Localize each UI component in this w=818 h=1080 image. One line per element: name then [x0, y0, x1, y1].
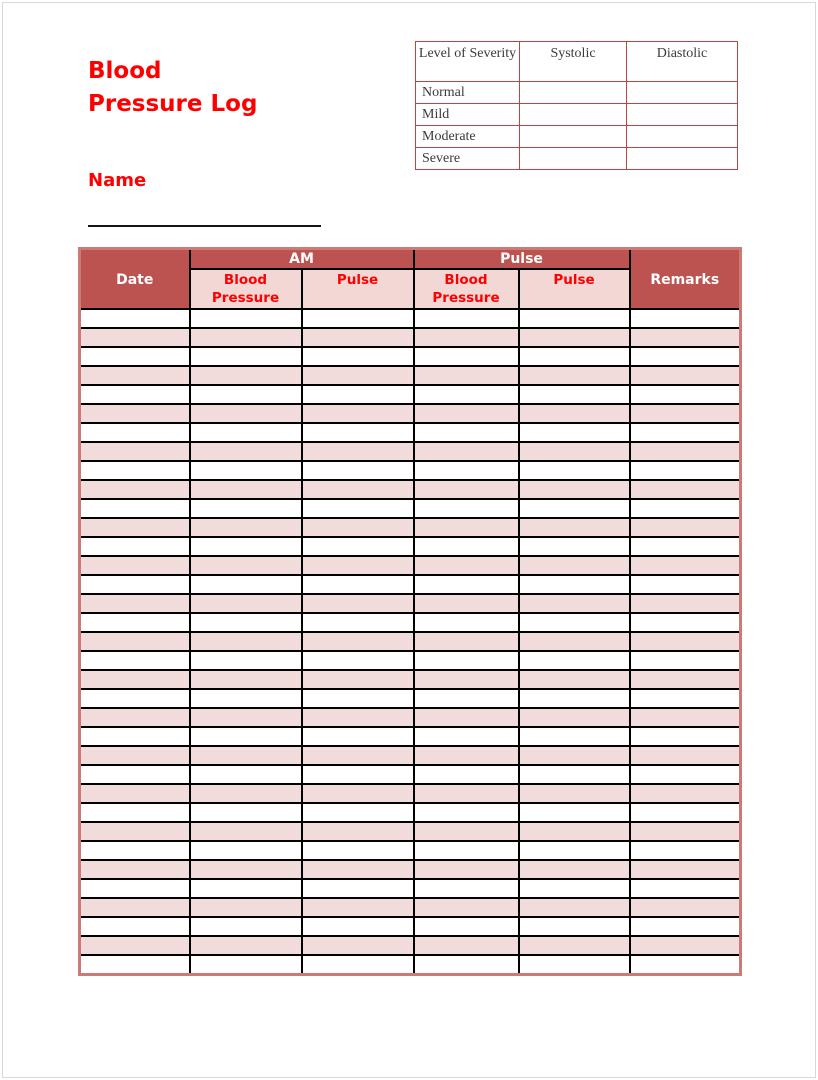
log-cell-am-blood-pressure [190, 708, 302, 727]
log-cell-date [80, 328, 190, 347]
log-cell-pm-blood-pressure [414, 746, 519, 765]
log-cell-pm-blood-pressure [414, 898, 519, 917]
log-row [80, 613, 741, 632]
log-cell-pm-pulse [519, 860, 630, 879]
log-cell-am-blood-pressure [190, 366, 302, 385]
log-cell-remarks [630, 613, 741, 632]
log-cell-date [80, 442, 190, 461]
log-cell-remarks [630, 309, 741, 328]
log-cell-pm-blood-pressure [414, 955, 519, 974]
log-cell-am-pulse [302, 651, 414, 670]
log-row [80, 765, 741, 784]
log-cell-pm-pulse [519, 575, 630, 594]
log-cell-pm-blood-pressure [414, 537, 519, 556]
log-cell-am-blood-pressure [190, 575, 302, 594]
log-cell-am-pulse [302, 727, 414, 746]
log-cell-am-pulse [302, 518, 414, 537]
log-cell-remarks [630, 898, 741, 917]
log-cell-pm-pulse [519, 917, 630, 936]
severity-row [416, 104, 738, 126]
log-cell-pm-blood-pressure [414, 879, 519, 898]
log-cell-remarks [630, 366, 741, 385]
log-header-pulse-group: Pulse [414, 249, 630, 270]
log-cell-remarks [630, 689, 741, 708]
severity-diastolic-cell [627, 126, 738, 148]
log-cell-date [80, 518, 190, 537]
log-cell-remarks [630, 727, 741, 746]
log-cell-pm-pulse [519, 461, 630, 480]
log-cell-date [80, 879, 190, 898]
log-cell-am-blood-pressure [190, 917, 302, 936]
log-cell-am-pulse [302, 917, 414, 936]
form-title [88, 55, 257, 121]
log-subheader-pm-blood-pressure: Blood Pressure [414, 269, 519, 309]
log-cell-pm-pulse [519, 936, 630, 955]
log-cell-am-blood-pressure [190, 518, 302, 537]
log-cell-remarks [630, 917, 741, 936]
log-cell-pm-blood-pressure [414, 461, 519, 480]
log-cell-pm-pulse [519, 841, 630, 860]
log-cell-date [80, 784, 190, 803]
log-cell-am-blood-pressure [190, 632, 302, 651]
severity-diastolic-cell [627, 148, 738, 170]
log-cell-pm-blood-pressure [414, 841, 519, 860]
log-cell-pm-blood-pressure [414, 442, 519, 461]
severity-header-systolic: Systolic [520, 42, 627, 82]
log-cell-date [80, 366, 190, 385]
log-cell-am-blood-pressure [190, 879, 302, 898]
log-cell-am-pulse [302, 670, 414, 689]
log-cell-am-pulse [302, 765, 414, 784]
form-title-line2: Pressure Log [88, 91, 258, 117]
severity-level-cell: Mild [416, 104, 520, 126]
log-cell-date [80, 898, 190, 917]
log-cell-remarks [630, 784, 741, 803]
log-cell-am-blood-pressure [190, 651, 302, 670]
log-cell-pm-pulse [519, 594, 630, 613]
log-cell-remarks [630, 347, 741, 366]
log-cell-date [80, 689, 190, 708]
severity-header-level: Level of Severity [416, 42, 520, 82]
log-cell-pm-blood-pressure [414, 651, 519, 670]
log-cell-date [80, 404, 190, 423]
severity-diastolic-cell [627, 104, 738, 126]
log-header-group-row [80, 249, 741, 270]
log-cell-am-blood-pressure [190, 841, 302, 860]
log-cell-pm-pulse [519, 499, 630, 518]
log-cell-am-pulse [302, 594, 414, 613]
log-cell-remarks [630, 556, 741, 575]
log-cell-remarks [630, 651, 741, 670]
log-cell-remarks [630, 765, 741, 784]
log-cell-pm-blood-pressure [414, 518, 519, 537]
log-cell-am-blood-pressure [190, 594, 302, 613]
log-cell-pm-blood-pressure [414, 727, 519, 746]
severity-diastolic-cell [627, 82, 738, 104]
log-cell-am-pulse [302, 841, 414, 860]
log-row [80, 727, 741, 746]
log-cell-pm-pulse [519, 366, 630, 385]
log-row [80, 537, 741, 556]
log-row [80, 803, 741, 822]
log-cell-date [80, 822, 190, 841]
log-row [80, 328, 741, 347]
log-cell-pm-blood-pressure [414, 480, 519, 499]
log-cell-am-blood-pressure [190, 423, 302, 442]
log-cell-date [80, 955, 190, 974]
log-cell-am-blood-pressure [190, 537, 302, 556]
name-underline [88, 213, 321, 227]
log-cell-date [80, 537, 190, 556]
log-cell-pm-blood-pressure [414, 670, 519, 689]
severity-table [415, 41, 738, 170]
log-cell-am-pulse [302, 746, 414, 765]
log-cell-am-pulse [302, 784, 414, 803]
log-cell-am-pulse [302, 613, 414, 632]
log-row [80, 708, 741, 727]
severity-header-diastolic: Diastolic [627, 42, 738, 82]
log-cell-pm-blood-pressure [414, 803, 519, 822]
log-cell-am-pulse [302, 708, 414, 727]
log-cell-date [80, 727, 190, 746]
log-row [80, 784, 741, 803]
log-row [80, 917, 741, 936]
log-cell-pm-pulse [519, 556, 630, 575]
log-cell-date [80, 423, 190, 442]
log-cell-pm-blood-pressure [414, 499, 519, 518]
log-cell-date [80, 803, 190, 822]
log-cell-remarks [630, 518, 741, 537]
log-cell-remarks [630, 461, 741, 480]
log-cell-am-blood-pressure [190, 955, 302, 974]
log-row [80, 575, 741, 594]
log-row [80, 309, 741, 328]
log-row [80, 499, 741, 518]
log-cell-am-blood-pressure [190, 309, 302, 328]
log-cell-remarks [630, 575, 741, 594]
log-cell-am-blood-pressure [190, 803, 302, 822]
log-cell-date [80, 594, 190, 613]
log-cell-pm-pulse [519, 309, 630, 328]
log-row [80, 461, 741, 480]
log-row [80, 556, 741, 575]
log-cell-pm-pulse [519, 404, 630, 423]
log-row [80, 442, 741, 461]
severity-systolic-cell [520, 104, 627, 126]
log-cell-pm-pulse [519, 746, 630, 765]
severity-row [416, 82, 738, 104]
log-cell-date [80, 708, 190, 727]
log-cell-am-blood-pressure [190, 613, 302, 632]
log-row [80, 423, 741, 442]
log-cell-pm-blood-pressure [414, 822, 519, 841]
log-cell-date [80, 613, 190, 632]
log-row [80, 385, 741, 404]
log-cell-am-blood-pressure [190, 499, 302, 518]
log-cell-am-blood-pressure [190, 442, 302, 461]
log-header-remarks: Remarks [630, 249, 741, 310]
log-cell-date [80, 309, 190, 328]
log-cell-remarks [630, 841, 741, 860]
log-cell-pm-pulse [519, 879, 630, 898]
log-cell-pm-blood-pressure [414, 347, 519, 366]
name-label: Name [88, 170, 147, 191]
log-cell-pm-pulse [519, 670, 630, 689]
log-cell-pm-blood-pressure [414, 917, 519, 936]
log-cell-remarks [630, 594, 741, 613]
log-cell-am-pulse [302, 689, 414, 708]
log-row [80, 898, 741, 917]
log-row [80, 594, 741, 613]
log-cell-am-blood-pressure [190, 328, 302, 347]
log-cell-am-pulse [302, 442, 414, 461]
log-cell-date [80, 765, 190, 784]
log-cell-date [80, 670, 190, 689]
log-cell-pm-pulse [519, 708, 630, 727]
severity-systolic-cell [520, 126, 627, 148]
log-cell-am-pulse [302, 936, 414, 955]
log-cell-am-blood-pressure [190, 670, 302, 689]
log-cell-pm-blood-pressure [414, 708, 519, 727]
log-cell-pm-pulse [519, 727, 630, 746]
log-cell-date [80, 480, 190, 499]
log-cell-pm-blood-pressure [414, 328, 519, 347]
log-cell-am-blood-pressure [190, 746, 302, 765]
log-cell-pm-pulse [519, 765, 630, 784]
log-row [80, 936, 741, 955]
log-subheader-am-blood-pressure: Blood Pressure [190, 269, 302, 309]
log-cell-pm-blood-pressure [414, 784, 519, 803]
log-cell-pm-blood-pressure [414, 860, 519, 879]
log-cell-date [80, 917, 190, 936]
log-row [80, 689, 741, 708]
log-cell-date [80, 936, 190, 955]
log-cell-am-pulse [302, 423, 414, 442]
log-cell-remarks [630, 860, 741, 879]
log-cell-am-blood-pressure [190, 860, 302, 879]
log-cell-am-pulse [302, 404, 414, 423]
log-cell-remarks [630, 632, 741, 651]
log-cell-am-blood-pressure [190, 347, 302, 366]
log-cell-remarks [630, 822, 741, 841]
log-cell-remarks [630, 670, 741, 689]
log-cell-pm-pulse [519, 423, 630, 442]
log-cell-am-blood-pressure [190, 689, 302, 708]
log-cell-pm-pulse [519, 632, 630, 651]
log-row [80, 518, 741, 537]
log-cell-pm-pulse [519, 784, 630, 803]
log-row [80, 366, 741, 385]
log-cell-am-pulse [302, 955, 414, 974]
log-cell-am-pulse [302, 461, 414, 480]
log-cell-pm-blood-pressure [414, 575, 519, 594]
log-cell-pm-blood-pressure [414, 404, 519, 423]
log-cell-remarks [630, 955, 741, 974]
log-cell-am-blood-pressure [190, 480, 302, 499]
log-cell-am-blood-pressure [190, 898, 302, 917]
log-cell-remarks [630, 442, 741, 461]
log-cell-am-blood-pressure [190, 822, 302, 841]
log-cell-remarks [630, 480, 741, 499]
log-cell-pm-blood-pressure [414, 385, 519, 404]
log-cell-pm-pulse [519, 537, 630, 556]
severity-level-cell: Normal [416, 82, 520, 104]
log-cell-am-blood-pressure [190, 404, 302, 423]
log-cell-date [80, 632, 190, 651]
log-cell-pm-blood-pressure [414, 309, 519, 328]
log-cell-date [80, 461, 190, 480]
log-cell-am-pulse [302, 632, 414, 651]
log-cell-pm-pulse [519, 442, 630, 461]
log-cell-pm-pulse [519, 480, 630, 499]
log-header-am-group: AM [190, 249, 414, 270]
log-cell-date [80, 556, 190, 575]
form-title-line1: Blood [88, 58, 162, 84]
log-cell-am-pulse [302, 366, 414, 385]
log-cell-am-pulse [302, 309, 414, 328]
log-cell-pm-pulse [519, 651, 630, 670]
log-cell-pm-pulse [519, 613, 630, 632]
log-cell-date [80, 385, 190, 404]
severity-row [416, 126, 738, 148]
log-cell-pm-pulse [519, 803, 630, 822]
log-cell-am-blood-pressure [190, 765, 302, 784]
log-cell-pm-blood-pressure [414, 765, 519, 784]
log-row [80, 746, 741, 765]
log-cell-pm-blood-pressure [414, 632, 519, 651]
log-row [80, 822, 741, 841]
log-cell-am-pulse [302, 898, 414, 917]
log-cell-am-pulse [302, 480, 414, 499]
log-row [80, 841, 741, 860]
log-row [80, 879, 741, 898]
log-cell-pm-blood-pressure [414, 366, 519, 385]
log-cell-remarks [630, 404, 741, 423]
log-cell-pm-pulse [519, 898, 630, 917]
severity-systolic-cell [520, 82, 627, 104]
log-cell-pm-blood-pressure [414, 594, 519, 613]
log-cell-am-pulse [302, 537, 414, 556]
log-cell-pm-pulse [519, 328, 630, 347]
log-row [80, 955, 741, 974]
log-cell-date [80, 841, 190, 860]
log-cell-am-blood-pressure [190, 936, 302, 955]
log-row [80, 404, 741, 423]
log-cell-am-pulse [302, 803, 414, 822]
log-row [80, 670, 741, 689]
log-cell-am-pulse [302, 575, 414, 594]
log-cell-pm-blood-pressure [414, 689, 519, 708]
log-header-date: Date [80, 249, 190, 310]
log-cell-date [80, 575, 190, 594]
severity-level-cell: Severe [416, 148, 520, 170]
severity-level-cell: Moderate [416, 126, 520, 148]
log-cell-am-pulse [302, 347, 414, 366]
log-cell-remarks [630, 385, 741, 404]
log-cell-remarks [630, 936, 741, 955]
log-subheader-pm-pulse: Pulse [519, 269, 630, 309]
bp-log-table [78, 247, 742, 976]
log-cell-remarks [630, 328, 741, 347]
log-cell-pm-blood-pressure [414, 613, 519, 632]
log-cell-am-pulse [302, 499, 414, 518]
log-cell-remarks [630, 746, 741, 765]
log-cell-am-blood-pressure [190, 727, 302, 746]
log-cell-pm-pulse [519, 518, 630, 537]
log-row [80, 480, 741, 499]
log-cell-am-pulse [302, 860, 414, 879]
log-cell-am-pulse [302, 385, 414, 404]
log-cell-am-pulse [302, 879, 414, 898]
log-cell-date [80, 860, 190, 879]
log-row [80, 632, 741, 651]
log-cell-date [80, 347, 190, 366]
log-cell-am-pulse [302, 556, 414, 575]
log-cell-am-blood-pressure [190, 784, 302, 803]
log-row [80, 347, 741, 366]
log-cell-pm-pulse [519, 822, 630, 841]
log-cell-pm-pulse [519, 385, 630, 404]
log-cell-remarks [630, 879, 741, 898]
log-subheader-am-pulse: Pulse [302, 269, 414, 309]
log-cell-pm-blood-pressure [414, 423, 519, 442]
log-cell-pm-blood-pressure [414, 556, 519, 575]
log-cell-remarks [630, 708, 741, 727]
log-cell-remarks [630, 499, 741, 518]
log-cell-am-blood-pressure [190, 461, 302, 480]
log-cell-remarks [630, 423, 741, 442]
log-cell-am-pulse [302, 328, 414, 347]
log-cell-pm-pulse [519, 955, 630, 974]
log-row [80, 860, 741, 879]
log-row [80, 651, 741, 670]
log-cell-remarks [630, 537, 741, 556]
log-cell-am-blood-pressure [190, 556, 302, 575]
severity-systolic-cell [520, 148, 627, 170]
log-cell-am-blood-pressure [190, 385, 302, 404]
log-cell-date [80, 746, 190, 765]
severity-header-row [416, 42, 738, 82]
log-cell-pm-pulse [519, 347, 630, 366]
log-table-body [80, 309, 741, 974]
log-cell-date [80, 651, 190, 670]
log-cell-pm-blood-pressure [414, 936, 519, 955]
log-cell-am-pulse [302, 822, 414, 841]
log-cell-pm-pulse [519, 689, 630, 708]
log-cell-date [80, 499, 190, 518]
log-cell-remarks [630, 803, 741, 822]
severity-row [416, 148, 738, 170]
